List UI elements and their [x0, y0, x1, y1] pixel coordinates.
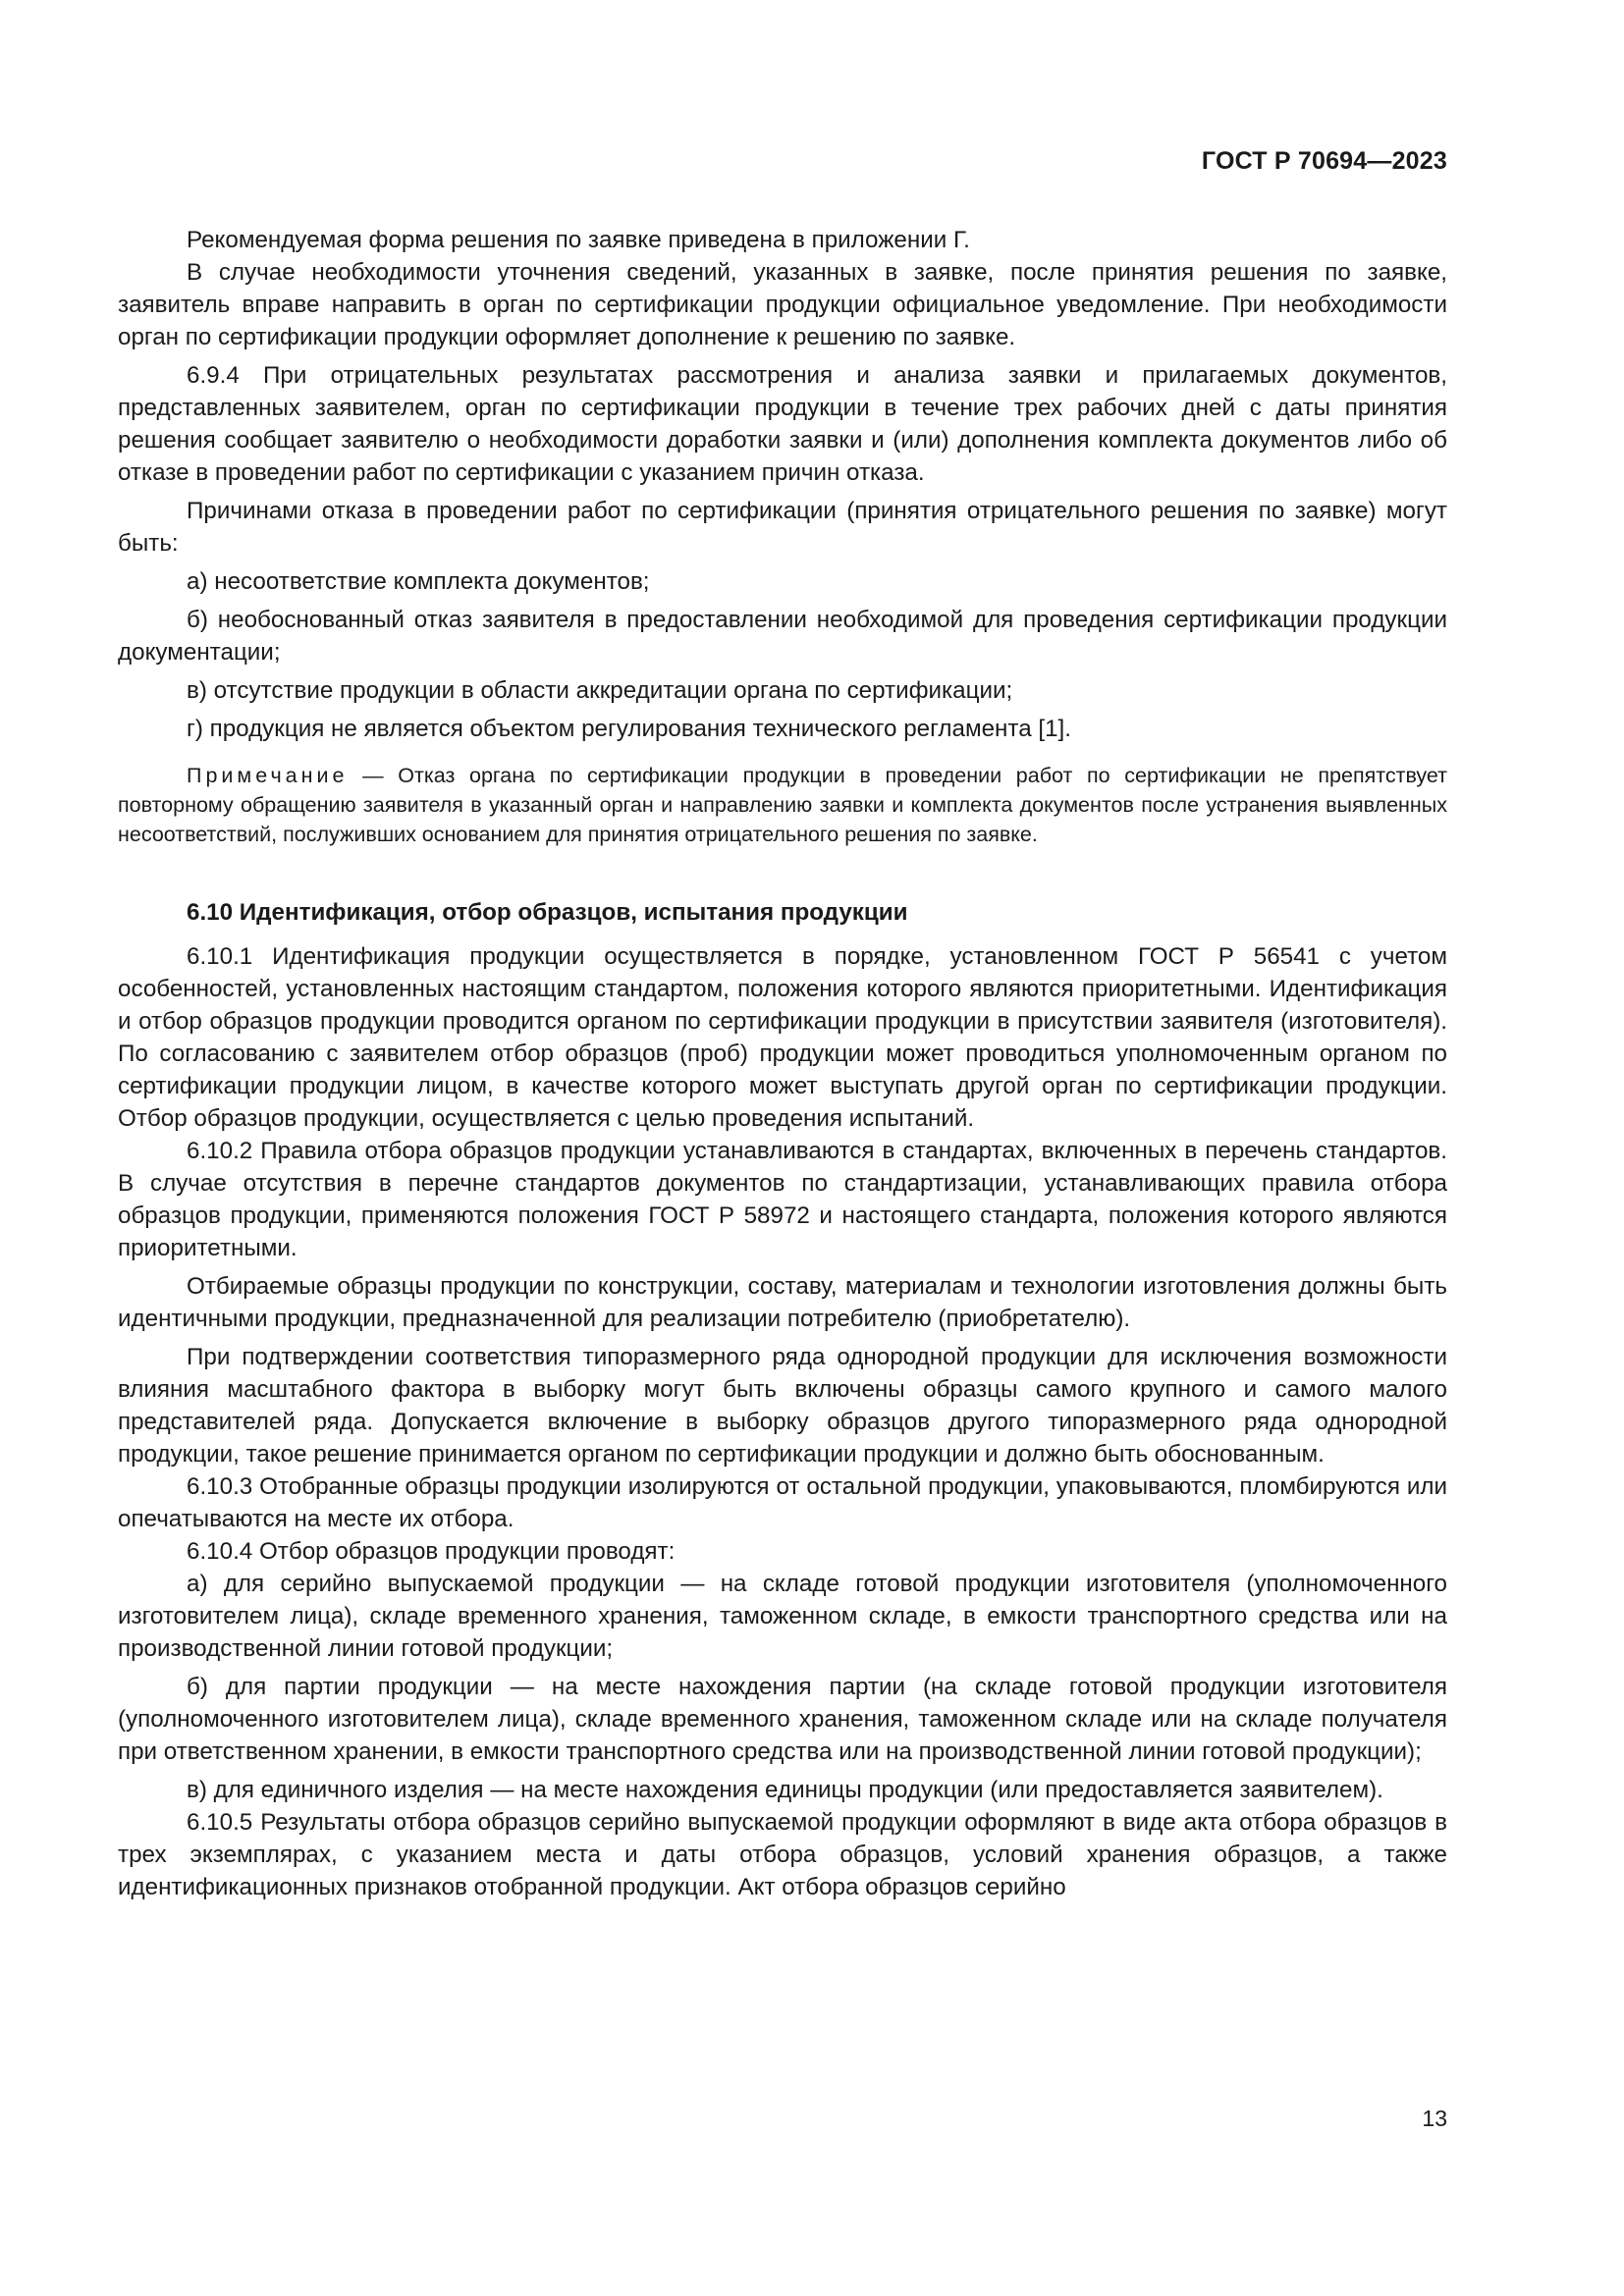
list-item: б) для партии продукции — на месте нахождения партии (на складе готовой продукции изготовителя (уполномоченного изготовителем лица), складе временного хранения, таможенном складе или на складе получателя при ответственном хранении, в емкости транспортного средства или на производственной линии готовой продукции); [118, 1674, 1447, 1765]
list-item: а) несоответствие комплекта документов; [187, 568, 650, 595]
document-code: ГОСТ Р 70694—2023 [1201, 147, 1447, 175]
note-text: — Отказ органа по сертификации продукции в проведении работ по сертификации не препятствует повторному обращению заявителя в указанный орган и направлению заявки и комплекта документов после устранения выявленных несоответствий, послуживших основанием для принятия отрицательного решения по заявке. [118, 764, 1447, 846]
list-item: в) отсутствие продукции в области аккредитации органа по сертификации; [187, 677, 1013, 704]
note-label: Примечание [187, 764, 349, 787]
paragraph: 6.10.1 Идентификация продукции осуществляется в порядке, установленном ГОСТ Р 56541 с учетом особенностей, установленных настоящим стандартом, положения которого являются приоритетными. Идентификация и отбор образцов продукции проводится органом по сертификации продукции в присутствии заявителя (изготовителя). По согласованию с заявителем отбор образцов (проб) продукции может проводиться уполномоченным органом по сертификации продукции лицом, в качестве которого может выступать другой орган по сертификации продукции. Отбор образцов продукции, осуществляется с целью проведения испытаний. [118, 943, 1447, 1132]
paragraph: 6.10.5 Результаты отбора образцов серийно выпускаемой продукции оформляют в виде акта отбора образцов в трех экземплярах, с указанием места и даты отбора образцов, условий хранения образцов, а также идентификационных признаков отобранной продукции. Акт отбора образцов серийно [118, 1809, 1447, 1900]
list-item: в) для единичного изделия — на месте нахождения единицы продукции (или предоставляется заявителем). [187, 1777, 1383, 1803]
page-number: 13 [1422, 2106, 1447, 2131]
paragraph: Отбираемые образцы продукции по конструкции, составу, материалам и технологии изготовления должны быть идентичными продукции, предназначенной для реализации потребителю (приобретателю). [118, 1273, 1447, 1332]
list-item: б) необоснованный отказ заявителя в предоставлении необходимой для проведения сертификации продукции документации; [118, 607, 1447, 666]
paragraph: Рекомендуемая форма решения по заявке приведена в приложении Г. [187, 227, 970, 253]
paragraph: 6.10.3 Отобранные образцы продукции изолируются от остальной продукции, упаковываются, пломбируются или опечатываются на месте их отбора. [118, 1473, 1447, 1532]
section-heading: 6.10 Идентификация, отбор образцов, испытания продукции [187, 899, 908, 926]
list-item: а) для серийно выпускаемой продукции — на складе готовой продукции изготовителя (уполномоченного изготовителем лица), складе временного хранения, таможенном складе, в емкости транспортного средства или на производственной линии готовой продукции; [118, 1571, 1447, 1662]
document-body [118, 224, 1447, 1903]
list-item: г) продукция не является объектом регулирования технического регламента [1]. [187, 716, 1071, 742]
paragraph: 6.10.2 Правила отбора образцов продукции устанавливаются в стандартах, включенных в перечень стандартов. В случае отсутствия в перечне стандартов документов по стандартизации, устанавливающих правила отбора образцов продукции, применяются положения ГОСТ Р 58972 и настоящего стандарта, положения которого являются приоритетными. [118, 1138, 1447, 1261]
paragraph: При подтверждении соответствия типоразмерного ряда однородной продукции для исключения возможности влияния масштабного фактора в выборку могут быть включены образцы самого крупного и самого малого представителей ряда. Допускается включение в выборку образцов другого типоразмерного ряда однородной продукции, такое решение принимается органом по сертификации продукции и должно быть обоснованным. [118, 1344, 1447, 1468]
paragraph: 6.9.4 При отрицательных результатах рассмотрения и анализа заявки и прилагаемых документов, представленных заявителем, орган по сертификации продукции в течение трех рабочих дней с даты принятия решения сообщает заявителю о необходимости доработки заявки и (или) дополнения комплекта документов либо об отказе в проведении работ по сертификации с указанием причин отказа. [118, 362, 1447, 486]
paragraph: В случае необходимости уточнения сведений, указанных в заявке, после принятия решения по заявке, заявитель вправе направить в орган по сертификации продукции официальное уведомление. При необходимости орган по сертификации продукции оформляет дополнение к решению по заявке. [118, 259, 1447, 350]
note [118, 761, 1447, 849]
document-page [118, 0, 1447, 2296]
paragraph: Причинами отказа в проведении работ по сертификации (принятия отрицательного решения по заявке) могут быть: [118, 498, 1447, 557]
paragraph: 6.10.4 Отбор образцов продукции проводят: [187, 1538, 676, 1565]
